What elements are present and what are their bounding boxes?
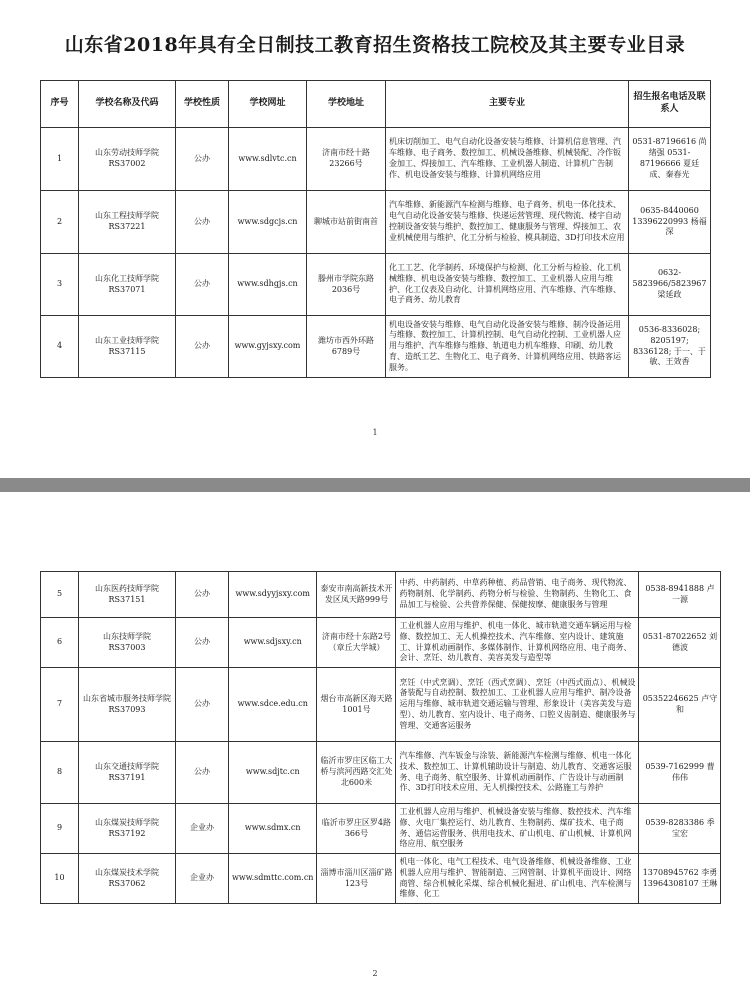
row-type: 公办 [176,316,229,378]
row-no: 1 [41,128,79,191]
school-code: RS37151 [108,594,146,604]
row-addr: 淄博市淄川区淄矿路123号 [317,854,396,904]
row-major: 化工工艺、化学制药、环境保护与检测、化工分析与检验、化工机械维修、机电设备安装与维修、数控加工、工业机器人应用与维护、化工仪表及自动化、计算机网络应用、汽车维修、汽车维修、电子商务、幼儿教育 [386,254,629,316]
row-school [79,668,176,742]
row-no: 5 [41,572,79,618]
row-school [79,804,176,854]
table-row [41,668,721,742]
row-site: www.sdgcjs.cn [229,191,307,254]
row-site: www.sdmx.cn [229,804,317,854]
row-no: 10 [41,854,79,904]
table-row [41,854,721,904]
row-major: 工业机器人应用与维护、机械设备安装与维修、数控技术、汽车维修、火电厂集控运行、幼儿教育、生物制药、煤矿技术、电子商务、通信运营服务、供用电技术、矿山机电、矿山机械、计算机网络应用、航空服务 [396,804,639,854]
row-type: 公办 [176,254,229,316]
row-type: 公办 [176,618,229,668]
table-row [41,572,721,618]
row-contact: 0536-8336028; 8205197; 8336128; 于一、于敏、王效香 [629,316,711,378]
row-school [79,191,176,254]
table-row [41,191,711,254]
school-code: RS37003 [108,642,146,652]
school-name: 山东省城市服务技师学院 [83,693,171,703]
row-addr: 聊城市站前街南首 [307,191,386,254]
row-contact: 0531-87022652 刘德波 [639,618,721,668]
table-row [41,128,711,191]
row-contact: 0538-8941888 卢一源 [639,572,721,618]
row-contact: 0635-8440060 13396220993 杨福深 [629,191,711,254]
row-no: 8 [41,742,79,804]
row-addr: 烟台市高新区海天路1001号 [317,668,396,742]
table-row [41,804,721,854]
school-code: RS37071 [108,284,146,294]
row-no: 6 [41,618,79,668]
row-type: 公办 [176,742,229,804]
header-no: 序号 [41,81,79,128]
table-row [41,618,721,668]
row-no: 2 [41,191,79,254]
row-major: 中药、中药制药、中草药种植、药品营销、电子商务、现代物流、药物制剂、化学制药、药物分析与检验、生物制药、生物化工、食品加工与检验、公共营养保健、保健按摩、健康服务与管理 [396,572,639,618]
header-contact: 招生报名电话及联系人 [629,81,711,128]
row-contact: 0539-7162999 曹伟伟 [639,742,721,804]
row-no: 4 [41,316,79,378]
row-no: 7 [41,668,79,742]
row-contact: 0632-5823966/5823967 梁延政 [629,254,711,316]
row-contact: 13708945762 李勇 13964308107 王琳 [639,854,721,904]
row-no: 3 [41,254,79,316]
page-number: 2 [372,969,378,978]
school-code: RS37002 [108,159,146,168]
row-type: 企业办 [176,804,229,854]
row-contact: 05352246625 卢守和 [639,668,721,742]
school-name: 山东工业技师学院 [95,335,159,345]
school-code: RS37093 [108,704,146,714]
row-addr: 潍坊市西外环路6789号 [307,316,386,378]
school-name: 山东劳动技师学院 [95,148,159,158]
school-table-page-2 [40,571,721,904]
row-addr: 滕州市学院东路2036号 [307,254,386,316]
school-name: 山东化工技师学院 [95,273,159,283]
header-major: 主要专业 [386,81,629,128]
row-major: 烹饪（中式烹调）、烹饪（西式烹调）、烹饪（中西式面点）、机械设备装配与自动控制、数控加工、工业机器人应用与维护、制冷设备运用与维修、城市轨道交通运输与管理、形象设计（美容美发与造型）、幼儿教育、室内设计、电子商务、口腔义齿制造、健康服务与管理、交通客运服务 [396,668,639,742]
row-site: www.sdmttc.com.cn [229,854,317,904]
row-site: www.sdjtc.cn [229,742,317,804]
row-major: 机电一体化、电气工程技术、电气设备维修、机械设备维修、工业机器人应用与维护、智能制造、三网管制、计算机平面设计、网络商管、综合机械化采煤、综合机械化掘进、矿山机电、汽车检测与维修、化工 [396,854,639,904]
row-addr: 临沂市罗庄区罗4路366号 [317,804,396,854]
row-major: 工业机器人应用与维护、机电一体化、城市轨道交通车辆运用与检修、数控加工、无人机操控技术、汽车维修、室内设计、建筑施工、计算机动画制作、多媒体制作、计算机网络应用、电子商务、会计、烹饪、幼儿教育、美容美发与造型等 [396,618,639,668]
school-code: RS37221 [108,222,146,231]
row-contact: 0539-8283386 季宝宏 [639,804,721,854]
school-name: 山东医药技师学院 [95,583,159,593]
table-row [41,742,721,804]
row-addr: 临沂市罗庄区临工大桥与滨河西路交汇处北600米 [317,742,396,804]
row-school [79,572,176,618]
row-type: 公办 [176,128,229,191]
school-name: 山东交通技师学院 [95,761,159,771]
row-major: 机电设备安装与维修、电气自动化设备安装与维修、制冷设备运用与维修、数控加工、计算机控制、电气自动化控制、工业机器人应用与维护、汽车维修与维修、轨道电力机车维修、印刷、幼儿教育、造纸工艺、生物化工、电子商务、计算机网络应用、铁路客运服务。 [386,316,629,378]
row-school [79,254,176,316]
document-title: 山东省2018年具有全日制技工教育招生资格技工院校及其主要专业目录 [64,34,686,56]
header-site: 学校网址 [229,81,307,128]
school-name: 山东煤炭技师学院 [95,817,159,827]
header-type: 学校性质 [176,81,229,128]
row-major: 汽车维修、新能源汽车检测与维修、电子商务、机电一体化技术、电气自动化设备安装与维修、快递运营管理、现代物流、楼宇自动控制设备安装与维护、数控加工、健康服务与管理、焊接加工、农业机械使用与维护、化工分析与检验、模具制造、3D打印技术应用 [386,191,629,254]
row-site: www.sdjsxy.cn [229,618,317,668]
school-name: 山东煤炭技术学院 [95,867,159,877]
school-name: 山东工程技师学院 [95,211,159,221]
row-addr: 泰安市南高新技术开发区凤天路999号 [317,572,396,618]
row-site: www.sdyyjsxy.com [229,572,317,618]
school-code: RS37192 [108,828,146,838]
row-school [79,316,176,378]
document-page-1 [0,0,750,478]
school-code: RS37115 [108,346,146,356]
table-row [41,316,711,378]
table-row [41,254,711,316]
row-school [79,618,176,668]
school-code: RS37062 [108,878,146,888]
row-type: 公办 [176,668,229,742]
row-addr: 济南市经十路23266号 [307,128,386,191]
row-major: 机床切削加工、电气自动化设备安装与维修、计算机信息管理、汽车维修、电子商务、数控加工、机械设备维修、机械装配、冷作钣金加工、焊接加工、汽车维修、工业机器人制造、计算机广告制作、机电设备安装与维修、计算机网络应用 [386,128,629,191]
row-school [79,128,176,191]
row-site: www.sdce.edu.cn [229,668,317,742]
row-no: 9 [41,804,79,854]
header-name: 学校名称及代码 [79,81,176,128]
row-site: www.sdlvtc.cn [229,128,307,191]
row-major: 汽车维修、汽车钣金与涂装、新能源汽车检测与维修、机电一体化技术、数控加工、计算机辅助设计与制造、幼儿教育、交通客运服务、电子商务、航空服务、计算机动画制作、广告设计与动画制作、3D打印技术应用、无人机操控技术、公路施工与养护 [396,742,639,804]
header-addr: 学校地址 [307,81,386,128]
school-table-page-1 [40,80,711,378]
school-code: RS37191 [108,772,146,782]
row-type: 公办 [176,191,229,254]
row-site: www.gyjsxy.com [229,316,307,378]
row-type: 公办 [176,572,229,618]
row-addr: 济南市经十东路2号（章丘大学城） [317,618,396,668]
row-type: 企业办 [176,854,229,904]
row-contact: 0531-87196616 尚绪强 0531-87196666 夏廷成、秦春光 [629,128,711,191]
row-site: www.sdhgjs.cn [229,254,307,316]
page-number: 1 [372,428,378,437]
school-name: 山东技师学院 [103,631,151,641]
table-header-row [41,81,711,128]
row-school [79,742,176,804]
row-school [79,854,176,904]
